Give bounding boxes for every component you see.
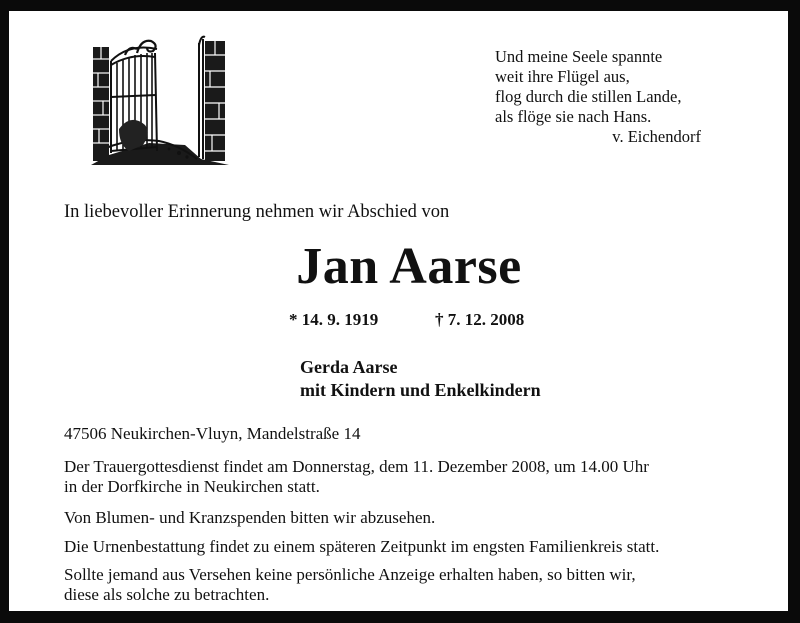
notice-line: diese als solche zu betrachten. (64, 585, 270, 604)
mourner-family: mit Kindern und Enkelkindern (300, 380, 541, 400)
service-paragraph (64, 457, 754, 497)
poem-quote (495, 47, 715, 147)
burial-paragraph (64, 537, 754, 557)
poem-line: flog durch die stillen Lande, (495, 87, 682, 106)
birth-date: * 14. 9. 1919 (289, 310, 379, 329)
notice-paragraph (64, 565, 754, 605)
family-address: 47506 Neukirchen-Vluyn, Mandelstraße 14 (64, 424, 361, 443)
open-gate-icon (89, 33, 231, 168)
mourner-name: Gerda Aarse (300, 357, 398, 377)
intro-text: In liebevoller Erinnerung nehmen wir Abschied von (64, 202, 450, 222)
deceased-name: Jan Aarse (296, 238, 522, 295)
flowers-line: Von Blumen- und Kranzspenden bitten wir abzusehen. (64, 508, 436, 527)
service-line: in der Dorfkirche in Neukirchen statt. (64, 477, 320, 496)
poem-author: v. Eichendorf (612, 127, 701, 146)
burial-line: Die Urnenbestattung findet zu einem späteren Zeitpunkt im engsten Familienkreis statt. (64, 537, 660, 556)
flowers-paragraph (64, 508, 754, 528)
poem-line: Und meine Seele spannte (495, 47, 663, 66)
notice-line: Sollte jemand aus Versehen keine persönliche Anzeige erhalten haben, so bitten wir, (64, 565, 636, 584)
mourners-block (300, 356, 541, 402)
poem-line: weit ihre Flügel aus, (495, 67, 630, 86)
death-date: † 7. 12. 2008 (435, 310, 525, 329)
service-line: Der Trauergottesdienst findet am Donnerstag, dem 11. Dezember 2008, um 14.00 Uhr (64, 457, 649, 476)
poem-line: als flöge sie nach Hans. (495, 107, 652, 126)
